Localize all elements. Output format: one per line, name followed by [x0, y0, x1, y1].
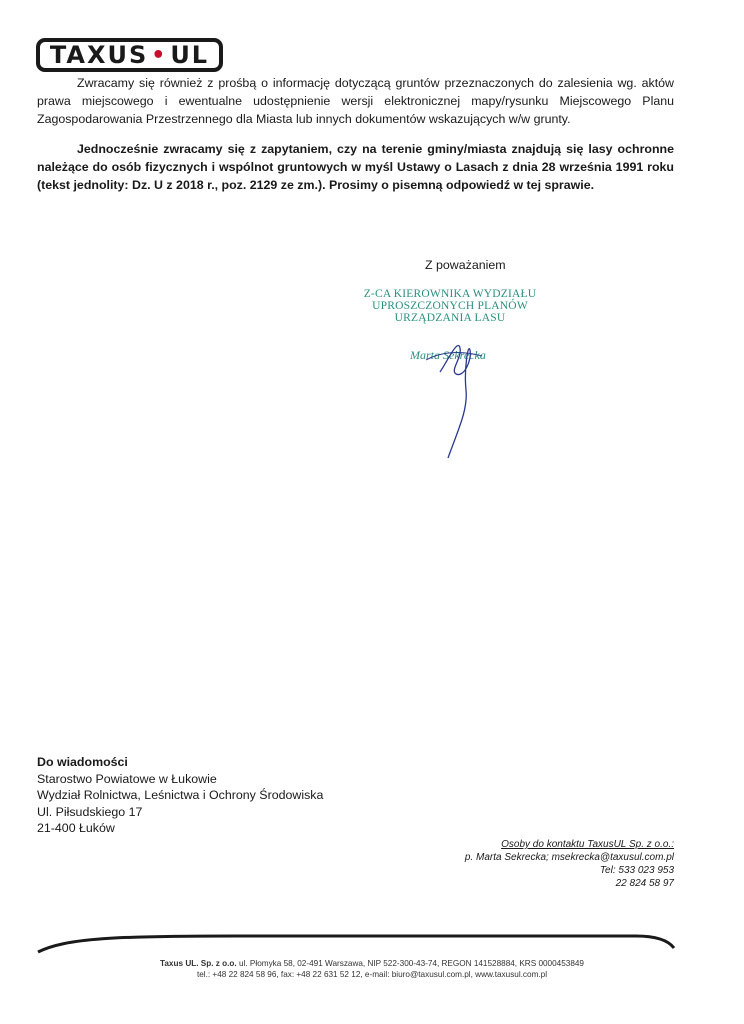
closing-regards: Z poważaniem — [425, 258, 506, 272]
stamp-line: UPROSZCZONYCH PLANÓW — [372, 300, 528, 312]
stamp-line: Z-CA KIEROWNIKA WYDZIAŁU — [363, 288, 537, 300]
cc-heading: Do wiadomości — [37, 755, 128, 769]
cc-line: Ul. Piłsudskiego 17 — [37, 804, 143, 819]
contact-phone-2: 22 824 58 97 — [615, 878, 674, 889]
handwritten-signature — [420, 330, 500, 465]
footer-swoosh — [36, 930, 676, 954]
logo-dot: • — [151, 42, 168, 68]
footer-company: Taxus UL. Sp. z o.o. — [159, 959, 237, 968]
footer — [0, 958, 744, 980]
contact-person: p. Marta Sekrecka; msekrecka@taxusul.com.pl — [464, 852, 674, 863]
logo-text-right: UL — [170, 41, 210, 69]
contact-block — [465, 838, 674, 890]
stamp-line: URZĄDZANIA LASU — [394, 312, 506, 324]
official-stamp — [360, 288, 540, 324]
footer-address: ul. Płomyka 58, 02-491 Warszawa, NIP 522-300-43-74, REGON 141528884, KRS 0000453849 — [239, 959, 584, 968]
contact-phone: Tel: 533 023 953 — [599, 865, 674, 876]
cc-line: 21-400 Łuków — [37, 821, 115, 835]
company-logo — [36, 38, 223, 72]
footer-contact: tel.: +48 22 824 58 96, fax: +48 22 631 52 12, e-mail: biuro@taxusul.com.pl, www.taxusul.com.pl — [196, 970, 548, 979]
stamp-name: Marta Sekrecka — [410, 348, 486, 362]
cc-line: Starostwo Powiatowe w Łukowie — [37, 771, 217, 786]
paragraph-inquiry: Jednocześnie zwracamy się z zapytaniem, czy na terenie gminy/miasta znajdują się lasy ochronne należące do osób fizycznych i wspólnot gruntowych w myśl Ustawy o Lasach z dnia 28 września 1991 roku (tekst jednolity: Dz. U z 2018 r., poz. 2129 ze zm.). Prosimy o pisemną odpowiedź w tej sprawie. — [37, 142, 674, 192]
paragraph-request: Zwracamy się również z prośbą o informację dotyczącą gruntów przeznaczonych do zalesienia wg. aktów prawa miejscowego i ewentualne udostępnienie wersji elektronicznej mapy/rysunku Miejscowego Planu Zagospodarowania Przestrzennego dla Miasta lub innych dokumentów wskazujących w/w grunty. — [37, 76, 674, 126]
cc-line: Wydział Rolnictwa, Leśnictwa i Ochrony Środowiska — [37, 788, 324, 802]
contact-heading: Osoby do kontaktu TaxusUL Sp. z o.o.: — [501, 839, 674, 850]
logo-text-left: TAXUS — [49, 41, 149, 69]
cc-block — [37, 754, 323, 837]
